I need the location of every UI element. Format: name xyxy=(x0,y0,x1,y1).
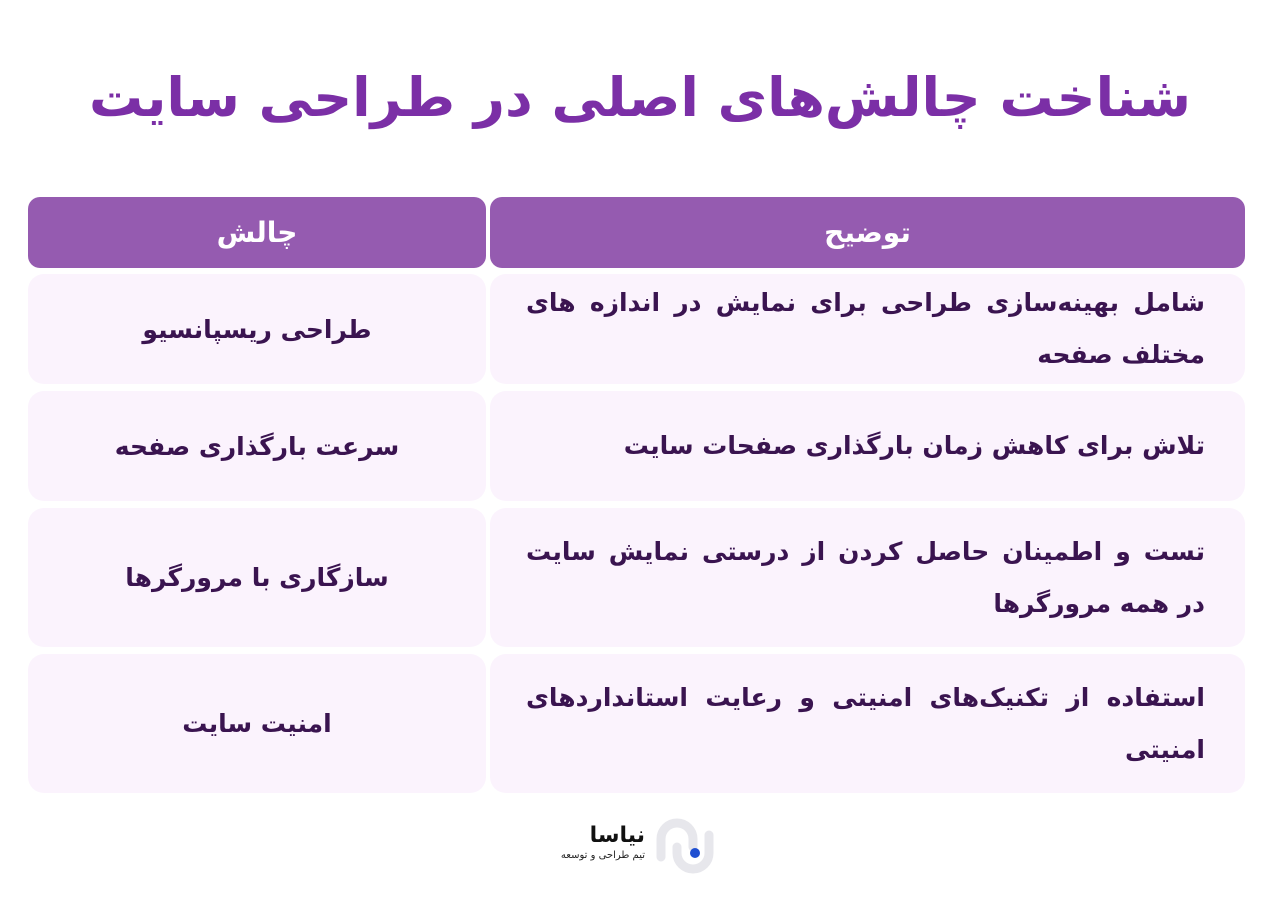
logo-name: نیاسا xyxy=(589,823,645,848)
table-row-description xyxy=(490,508,1245,647)
logo-text xyxy=(561,823,645,863)
header-challenge: چالش xyxy=(28,197,486,268)
table-row-description xyxy=(490,274,1245,384)
table-row-description xyxy=(490,391,1245,501)
table-row-challenge: سرعت بارگذاری صفحه xyxy=(28,391,486,501)
description-text: تلاش برای کاهش زمان بارگذاری صفحات سایت xyxy=(623,431,1205,460)
header-description: توضیح xyxy=(490,197,1245,268)
logo-tagline: تیم طراحی و توسعه xyxy=(560,850,645,861)
table-row-challenge: طراحی ریسپانسیو xyxy=(28,274,486,384)
table-row-challenge: امنیت سایت xyxy=(28,654,486,793)
description-text: استفاده از تکنیک‌های امنیتی و رعایت استانداردهای امنیتی xyxy=(526,682,1205,764)
description-text: شامل بهینه‌سازی طراحی برای نمایش در اندازه های مختلف صفحه xyxy=(526,288,1205,369)
table-row-description xyxy=(490,654,1245,793)
table-row-challenge: سازگاری با مرورگرها xyxy=(28,508,486,647)
niasa-logo-icon xyxy=(653,817,717,875)
brand-logo xyxy=(555,815,725,875)
description-text: تست و اطمینان حاصل کردن از درستی نمایش سایت در همه مرورگرها xyxy=(526,536,1205,618)
page-title: شناخت چالش‌های اصلی در طراحی سایت xyxy=(88,66,1192,129)
